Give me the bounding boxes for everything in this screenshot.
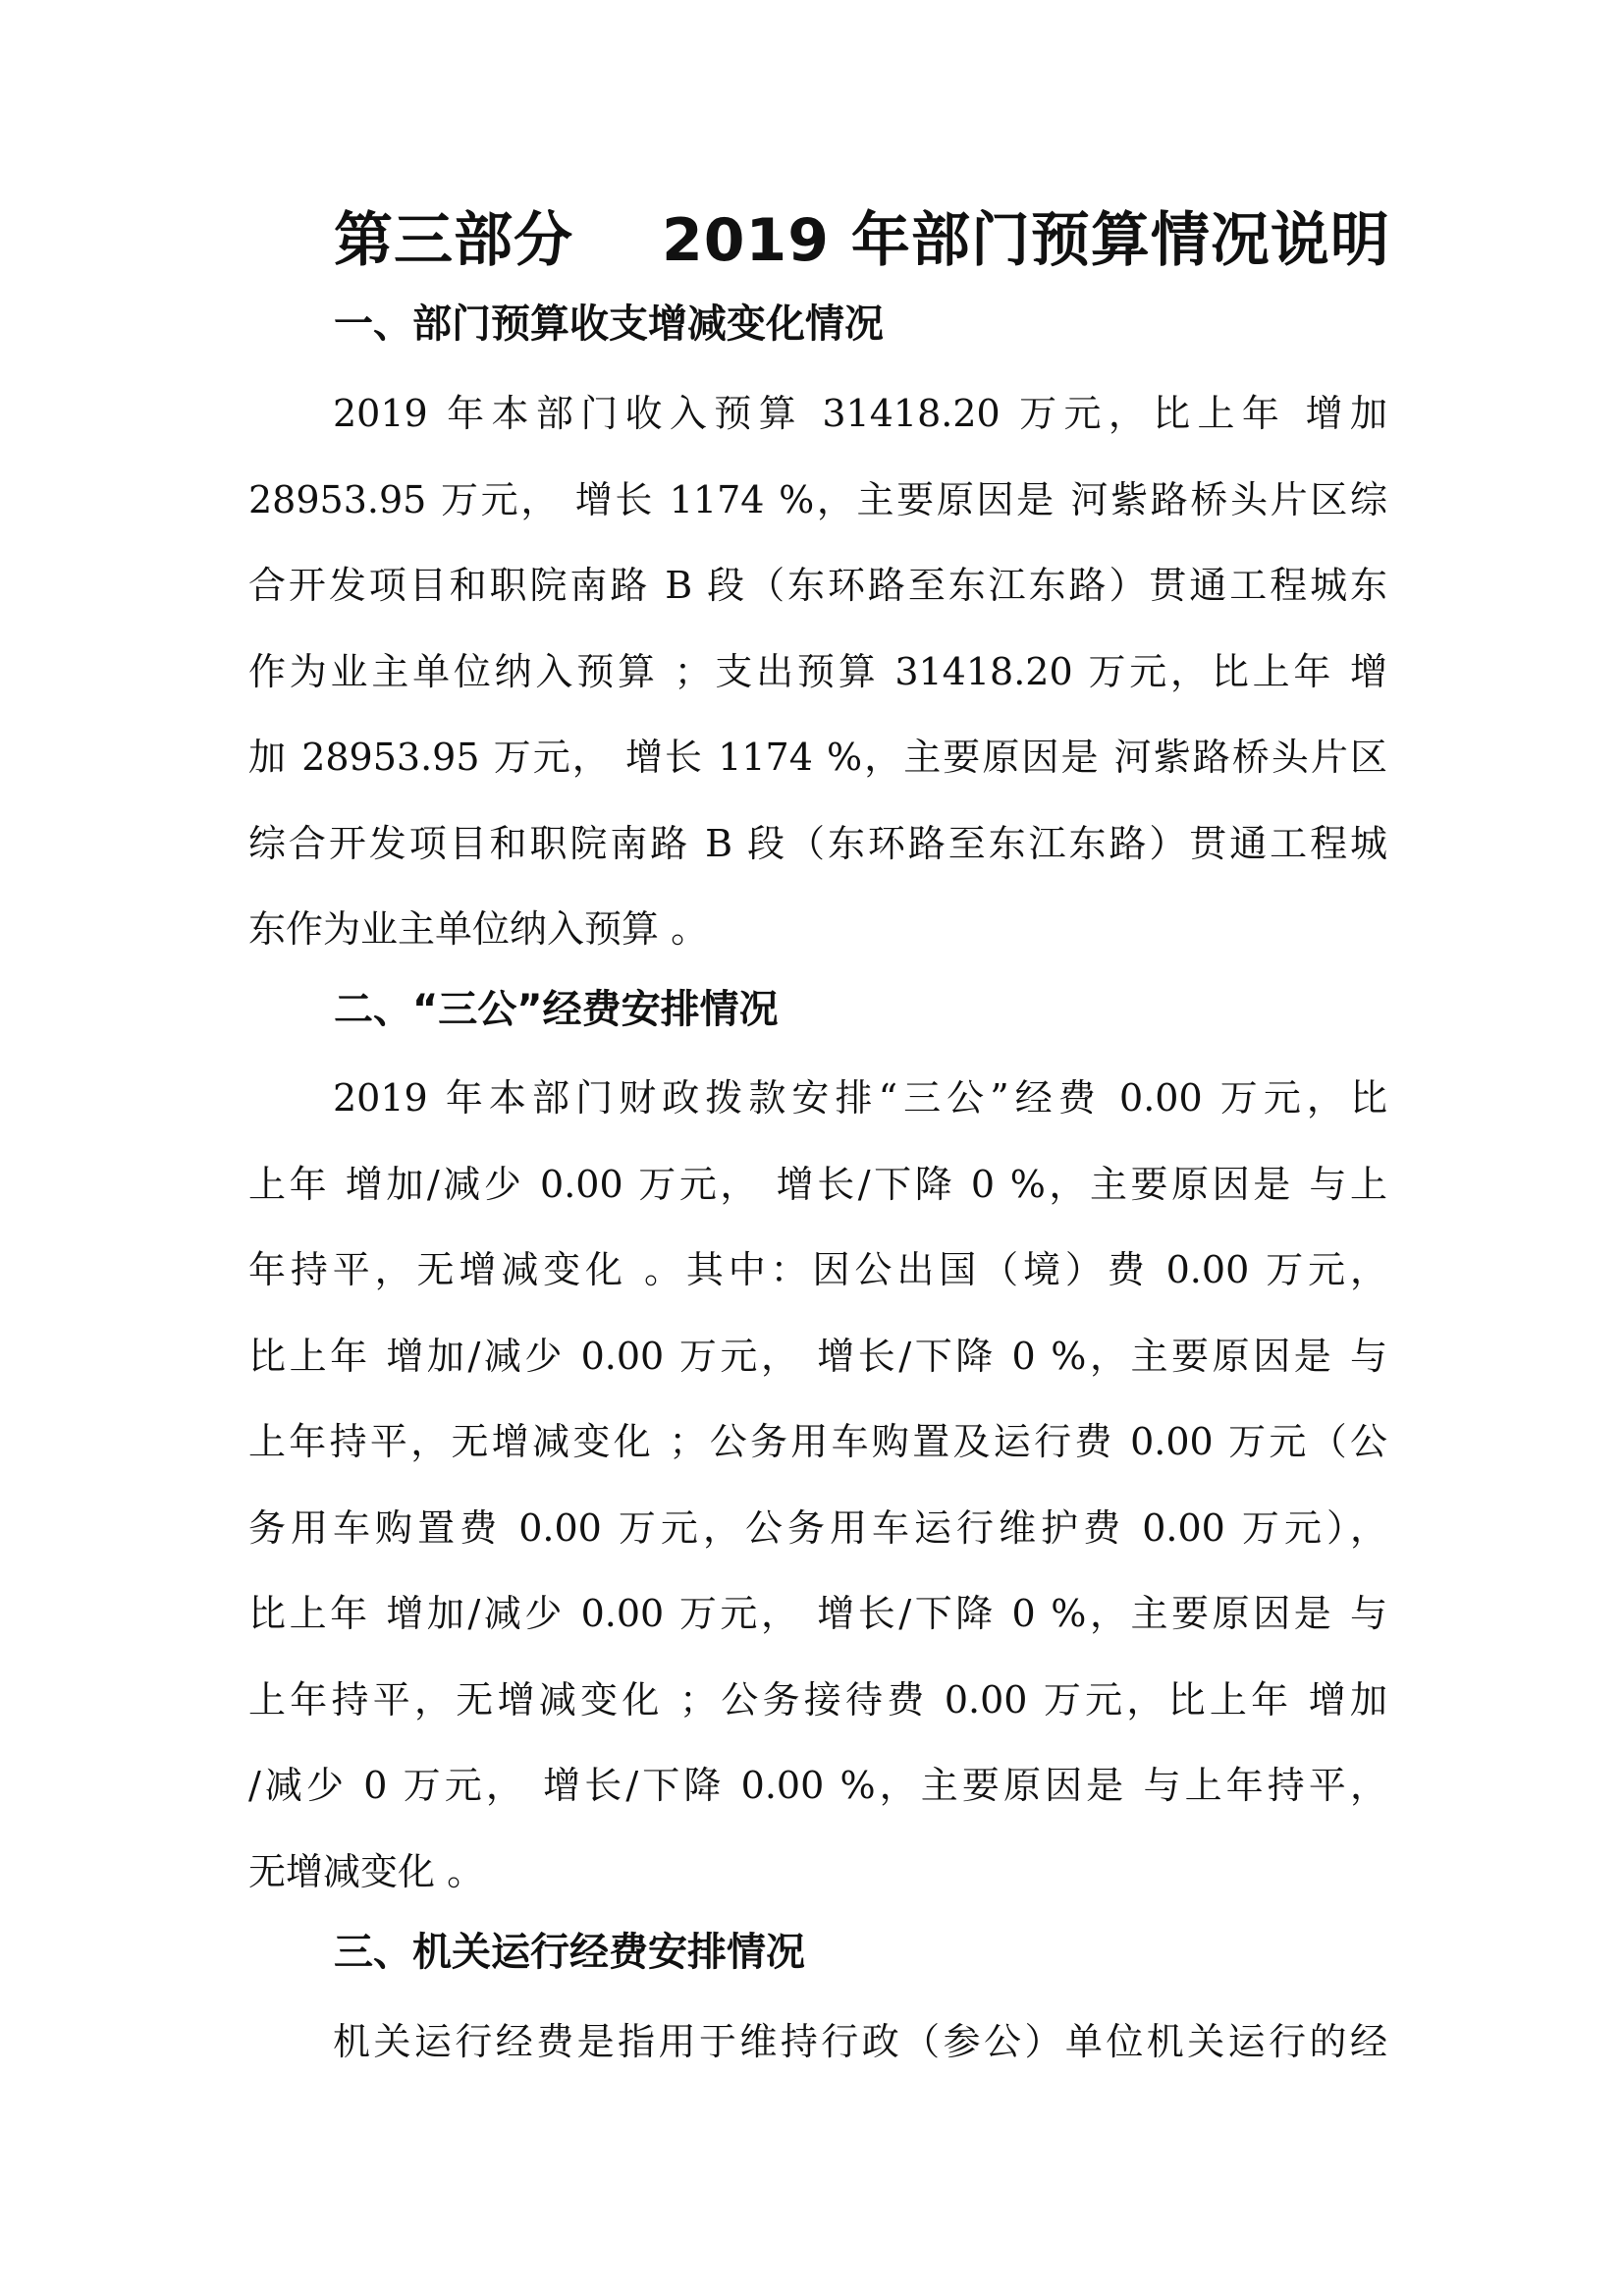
paragraph-line: 比上年 增加/减少 0.00 万元， 增长/下降 0 %，主要原因是 与 bbox=[248, 1334, 1387, 1378]
paragraph-line: 比上年 增加/减少 0.00 万元， 增长/下降 0 %，主要原因是 与 bbox=[248, 1592, 1387, 1635]
section-heading-1: 一、部门预算收支增减变化情况 bbox=[334, 301, 884, 347]
paragraph-line: 上年持平，无增减变化 ；公务接待费 0.00 万元，比上年 增加 bbox=[248, 1677, 1387, 1722]
section-body-3 bbox=[248, 1999, 1387, 2086]
paragraph-line: 2019 年本部门财政拨款安排“三公”经费 0.00 万元，比 bbox=[333, 1076, 1387, 1120]
paragraph-line: /减少 0 万元， 增长/下降 0.00 %，主要原因是 与上年持平， bbox=[248, 1764, 1387, 1807]
page-title bbox=[334, 201, 1463, 280]
paragraph-line: 上年 增加/减少 0.00 万元， 增长/下降 0 %，主要原因是 与上 bbox=[248, 1162, 1387, 1206]
paragraph-line: 年持平，无增减变化 。其中：因公出国（境）费 0.00 万元， bbox=[248, 1248, 1387, 1291]
paragraph-line: 合开发项目和职院南路 B 段（东环路至东江东路）贯通工程城东 bbox=[248, 564, 1387, 607]
paragraph-line: 无增减变化 。 bbox=[248, 1849, 485, 1893]
paragraph-line: 机关运行经费是指用于维持行政（参公）单位机关运行的经 bbox=[333, 2020, 1387, 2063]
paragraph-line: 28953.95 万元， 增长 1174 %，主要原因是 河紫路桥头片区综 bbox=[248, 477, 1387, 521]
section-body-2 bbox=[248, 1056, 1387, 1915]
paragraph-line: 上年持平，无增减变化 ；公务用车购置及运行费 0.00 万元（公 bbox=[248, 1420, 1387, 1463]
paragraph-line: 作为业主单位纳入预算 ；支出预算 31418.20 万元，比上年 增 bbox=[248, 649, 1387, 693]
paragraph-line: 2019 年本部门收入预算 31418.20 万元，比上年 增加 bbox=[333, 392, 1387, 435]
paragraph-line: 务用车购置费 0.00 万元，公务用车运行维护费 0.00 万元）， bbox=[248, 1505, 1387, 1550]
paragraph-line: 加 28953.95 万元， 增长 1174 %，主要原因是 河紫路桥头片区 bbox=[248, 736, 1387, 779]
section-heading-3: 三、机关运行经费安排情况 bbox=[334, 1930, 805, 1975]
paragraph-line: 综合开发项目和职院南路 B 段（东环路至东江东路）贯通工程城 bbox=[248, 821, 1387, 865]
paragraph-line: 东作为业主单位纳入预算 。 bbox=[248, 907, 709, 951]
title-part-label: 第三部分 bbox=[334, 206, 573, 275]
section-body-1 bbox=[248, 371, 1387, 973]
title-text: 2019 年部门预算情况说明 bbox=[662, 206, 1390, 275]
section-heading-2: 二、“三公”经费安排情况 bbox=[334, 987, 779, 1032]
